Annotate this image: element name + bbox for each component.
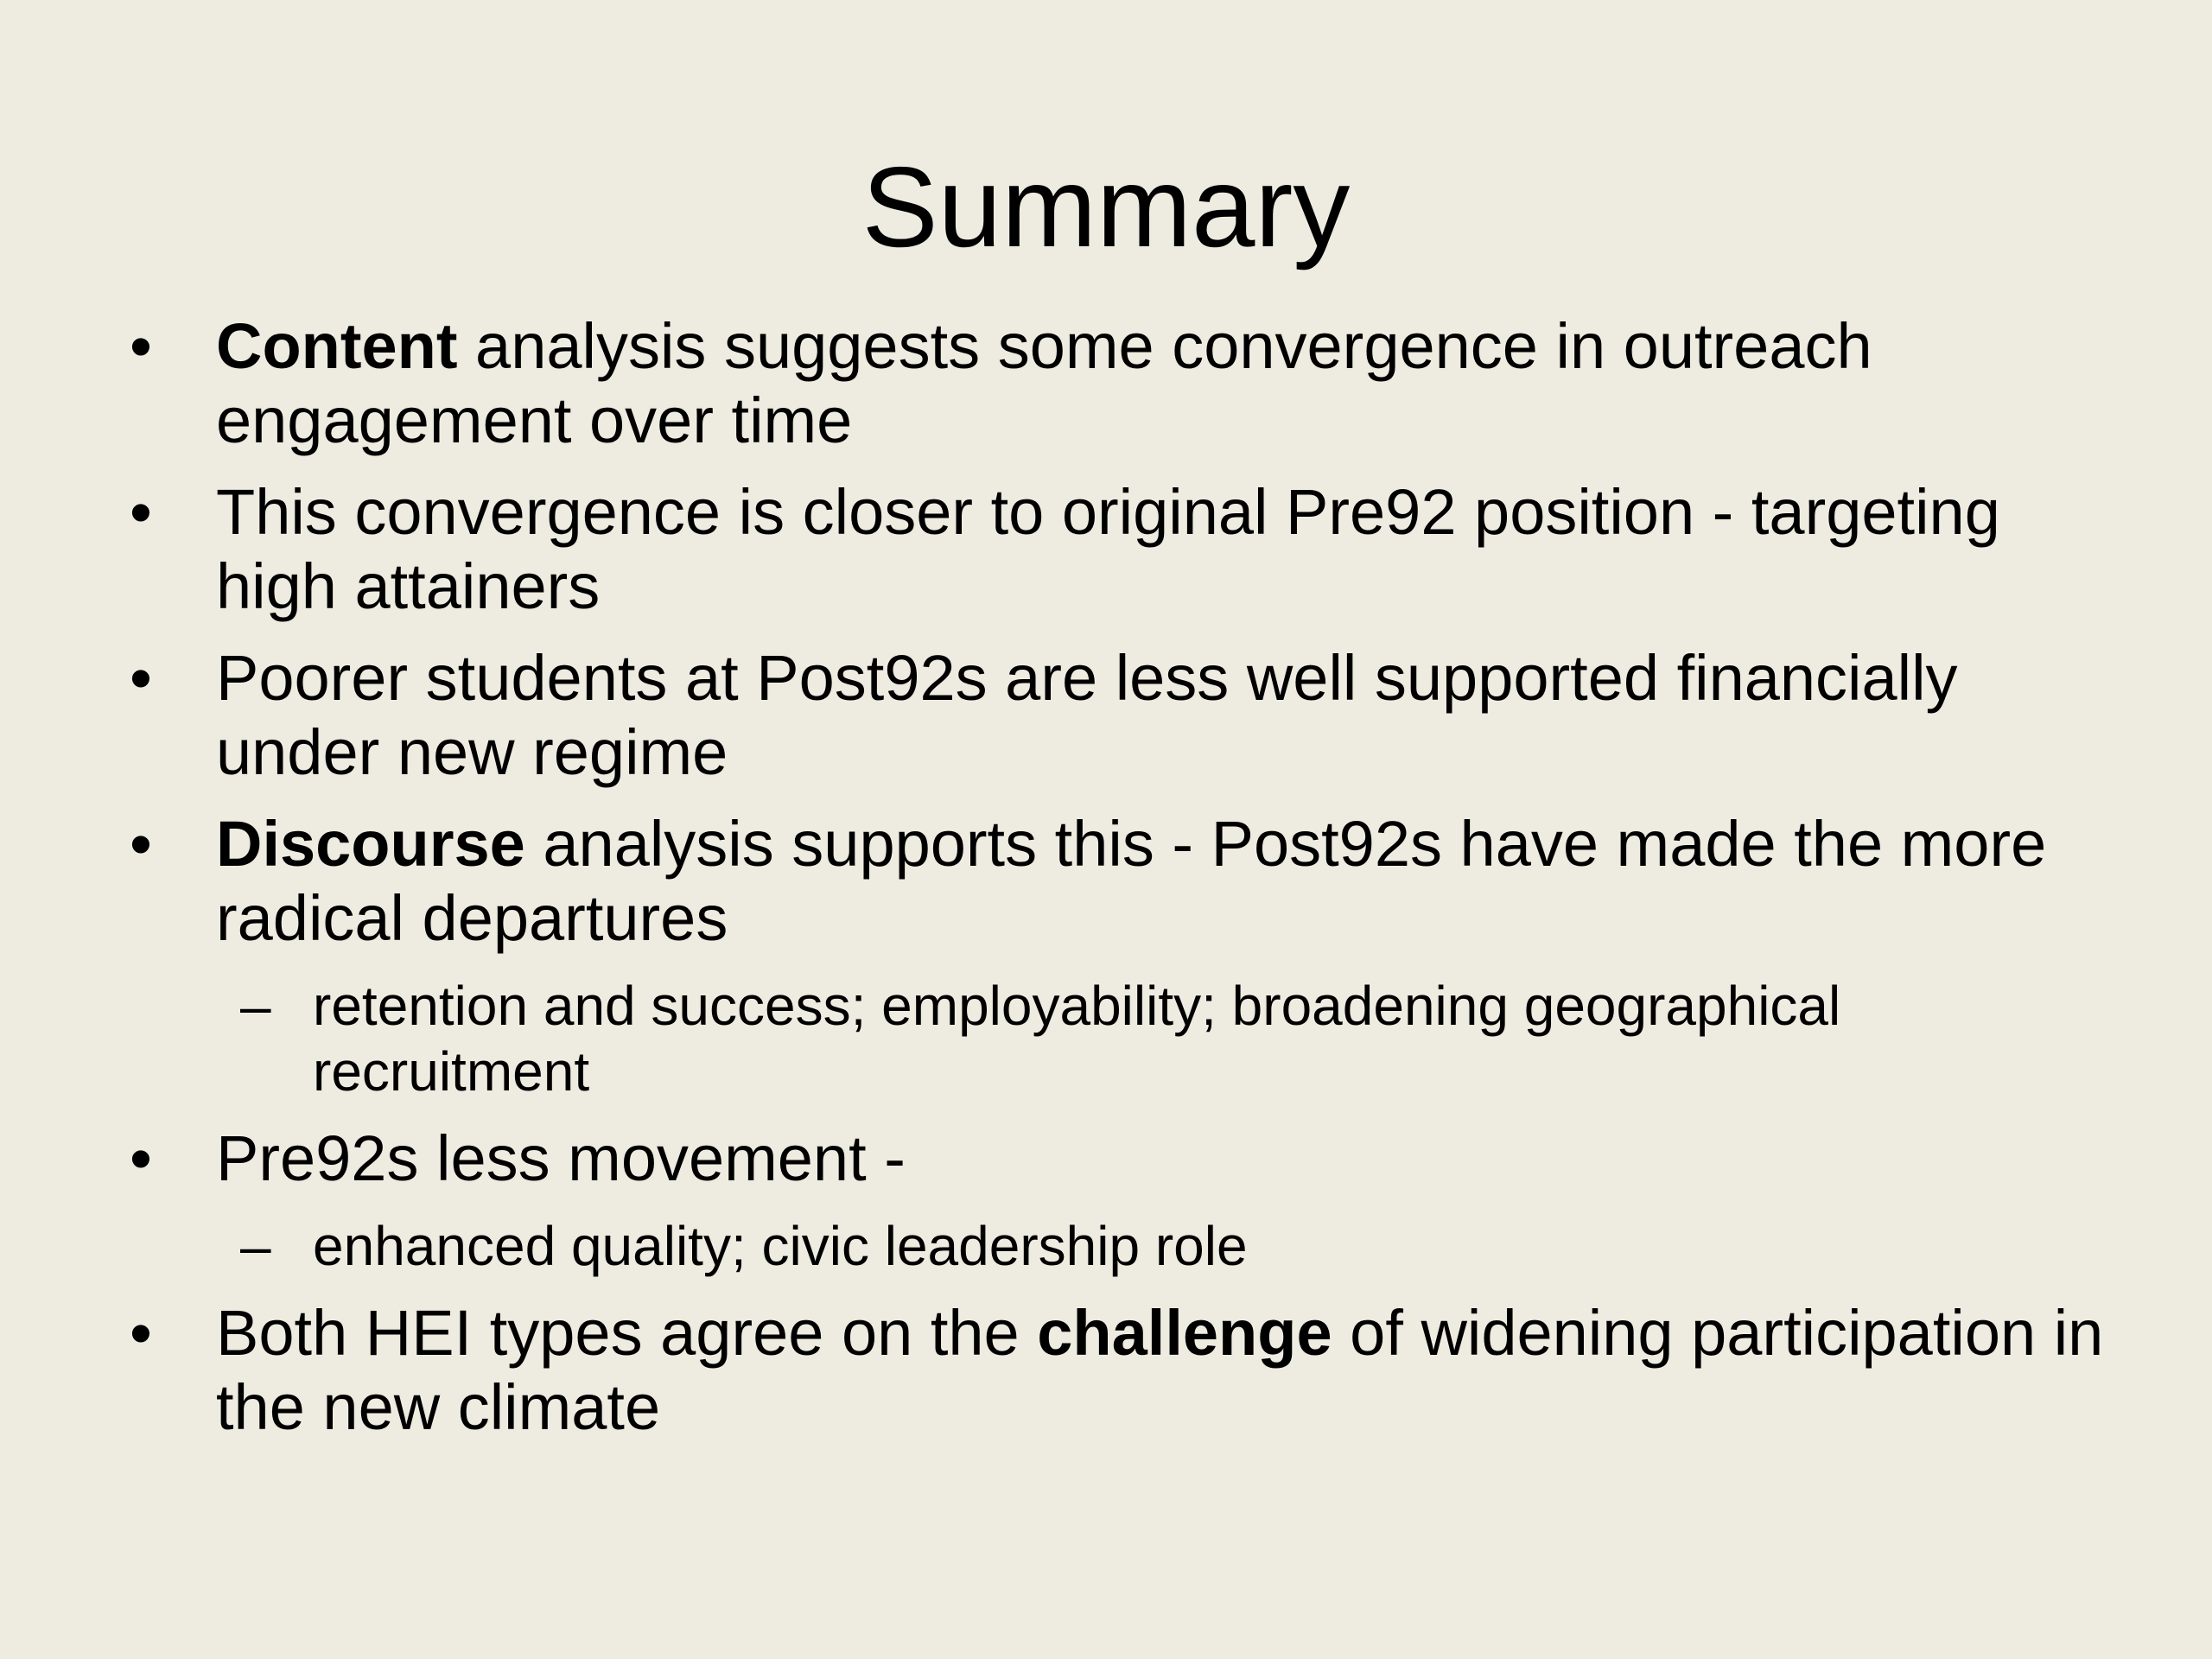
bullet-icon: • bbox=[130, 808, 152, 880]
sub-bullet-item bbox=[130, 1213, 2117, 1279]
bullet-list bbox=[130, 309, 2117, 1462]
sub-bullet-text: retention and success; employability; broadening geographical recruitment bbox=[313, 975, 1841, 1103]
bullet-text: analysis suggests some convergence in outreach engagement over time bbox=[216, 310, 1872, 456]
bullet-text: Poorer students at Post92s are less well supported financially under new regime bbox=[216, 642, 1958, 788]
bullet-bold-text: Discourse bbox=[216, 808, 525, 880]
bullet-item bbox=[130, 807, 2117, 956]
bullet-item bbox=[130, 641, 2117, 790]
bullet-item bbox=[130, 309, 2117, 458]
bullet-icon: • bbox=[130, 310, 152, 382]
bullet-icon: • bbox=[130, 1122, 152, 1194]
sub-bullet-item bbox=[130, 973, 2117, 1104]
bullet-item bbox=[130, 1296, 2117, 1445]
bullet-icon: • bbox=[130, 642, 152, 714]
bullet-item bbox=[130, 475, 2117, 624]
bullet-text: This convergence is closer to original Pre92 position - targeting high attainers bbox=[216, 476, 2000, 622]
sub-bullet-text: enhanced quality; civic leadership role bbox=[313, 1215, 1248, 1277]
bullet-item bbox=[130, 1122, 2117, 1196]
bullet-text-post: of widening participation in the new climate bbox=[216, 1297, 2104, 1443]
dash-icon: – bbox=[240, 1215, 271, 1277]
dash-icon: – bbox=[240, 975, 271, 1037]
bullet-bold-text: challenge bbox=[1037, 1297, 1332, 1369]
bullet-icon: • bbox=[130, 1297, 152, 1369]
slide-title: Summary bbox=[861, 143, 1351, 270]
bullet-text-pre: Both HEI types agree on the bbox=[216, 1297, 1038, 1369]
bullet-bold-text: Content bbox=[216, 310, 458, 382]
bullet-text: Pre92s less movement - bbox=[216, 1122, 906, 1194]
bullet-icon: • bbox=[130, 476, 152, 548]
bullet-text: analysis supports this - Post92s have made the more radical departures bbox=[216, 808, 2047, 954]
